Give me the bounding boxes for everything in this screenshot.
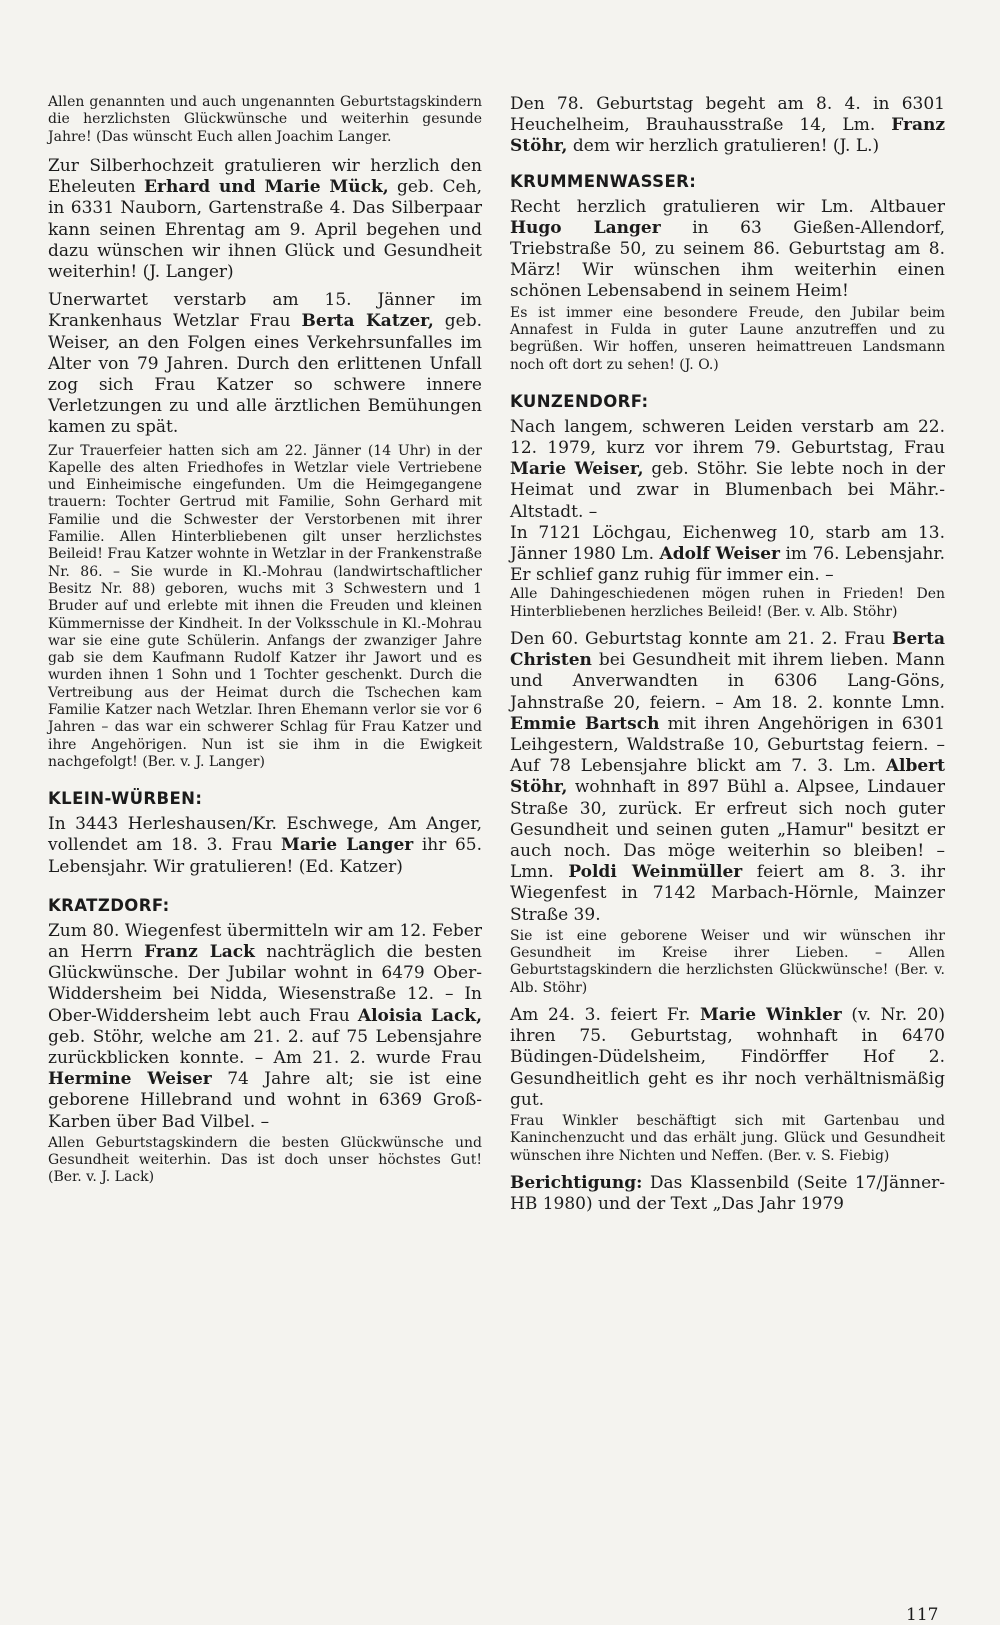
text-span: Unerwartet verstarb am 15. Jänner im Krankenhaus Wetzlar Frau [48,290,482,332]
right-column [510,94,945,1215]
text-span: bei Gesundheit mit ihrem lieben. Mann und Anverwandten in 6306 Lang-Göns, Jahnstraße 20, feiern. – Am 18. 2. konnte Lmn. [510,650,945,713]
weiser-wishes-paragraph: Sie ist eine geborene Weiser und wir wünschen ihr Gesundheit im Kreise ihrer Lieben. – Allen Geburtstagskindern die herzlichsten Glückwünsche! (Ber. v. Alb. Stöhr) [510,927,945,996]
text-span: In 3443 Herleshausen/Kr. Eschwege, Am Anger, vollendet am 18. 3. Frau [48,814,482,856]
birthday-hugo-langer-paragraph [510,197,945,303]
text-span: Zum 80. Wiegenfest übermitteln wir am 12. Feber an Herrn [48,920,482,962]
person-name: Hugo Langer [510,217,661,238]
text-span: Den 78. Geburtstag begeht am 8. 4. in 6301 Heuchelheim, Brauhausstraße 14, Lm. [510,94,945,136]
silver-wedding-paragraph [48,156,482,283]
person-name: Berta Christen [510,629,945,671]
person-name: Franz Lack [144,941,255,962]
text-span: geb. Ceh, in 6331 Nauborn, Gartenstraße 4. Das Silberpaar kann seinen Ehrentag am 9. April begehen und dazu wünschen wir ihnen Glück und Gesundheit weiterhin! (J. Langer) [48,177,482,282]
text-span: 74 Jahre alt; sie ist eine geborene Hillebrand und wohnt in 6369 Groß-Karben über Bad Vilbel. – [48,1069,482,1132]
left-column [48,94,482,1187]
condolences-paragraph: Alle Dahingeschiedenen mögen ruhen in Frieden! Den Hinterbliebenen herzliches Beileid! (Ber. v. Alb. Stöhr) [510,586,945,620]
person-name: Hermine Weiser [48,1069,212,1090]
birthday-langer-paragraph [48,814,482,878]
person-name: Albert Stöhr, [510,756,945,798]
person-name: Marie Winkler [699,1005,842,1026]
text-span: Recht herzlich gratulieren wir Lm. Altbauer [510,196,945,217]
text-span: mit ihren Angehörigen in 6301 Leihgestern, Waldstraße 10, Geburtstag feiern. – Auf 78 Lebensjahre blickt am 7. 3. Lm. [510,713,945,777]
text-span: geb. Weiser, an den Folgen eines Verkehrsunfalles im Alter von 79 Jahren. Durch den erlittenen Unfall zog sich Frau Katzer so schwere innere Verletzungen zu und alle ärztlichen Bemühungen kamen zu spät. [48,311,482,438]
correction-label: Berichtigung: [510,1172,643,1193]
person-name: Erhard und Marie Mück, [144,177,389,198]
winkler-hobbies-paragraph: Frau Winkler beschäftigt sich mit Gartenbau und Kaninchenzucht und das erhält jung. Glück und Gesundheit wünschen ihre Nichten und Neffen. (Ber. v. S. Fiebig) [510,1113,945,1164]
text-span: Das Klassenbild (Seite 17/Jänner-HB 1980) und der Text „Das Jahr 1979 [510,1172,945,1215]
kratzdorf-wishes-paragraph: Allen Geburtstagskindern die besten Glückwünsche und Gesundheit weiterhin. Das ist doch unser höchstes Gut! (Ber. v. J. Lack) [48,1134,482,1186]
text-span: Nach langem, schweren Leiden verstarb am 22. 12. 1979, kurz vor ihrem 79. Geburtstag, Frau [510,416,945,459]
obituary-adolf-weiser-paragraph [510,523,945,587]
birthday-winkler-paragraph [510,1005,945,1111]
text-span: Den 60. Geburtstag konnte am 21. 2. Frau [510,629,892,650]
text-span: geb. Stöhr. Sie lebte noch in der Heimat und zwar in Blumenbach bei Mähr.-Altstadt. – [510,459,945,522]
greeting-paragraph: Allen genannten und auch ungenannten Geburtstagskindern die herzlichsten Glückwünsche und weiterhin gesunde Jahre! (Das wünscht Euch allen Joachim Langer. [48,94,482,145]
text-span: (v. Nr. 20) ihren 75. Geburtstag, wohnhaft in 6470 Büdingen-Düdelsheim, Findörffer Hof 2. Gesundheitlich geht es ihr noch verhältnismäßig gut. [510,1005,946,1110]
person-name: Aloisia Lack, [357,1005,482,1026]
text-span: Am 24. 3. feiert Fr. [510,1005,700,1026]
page-number: 117 [906,1605,939,1625]
text-span: geb. Stöhr, welche am 21. 2. auf 75 Lebensjahre zurückblicken konnte. – Am 21. 2. wurde Frau [48,1026,482,1068]
obituary-weiser-paragraph [510,417,945,523]
annafest-paragraph: Es ist immer eine besondere Freude, den Jubilar beim Annafest in Fulda in guter Laune anzutreffen und zu begrüßen. Wir hoffen, unseren heimattreuen Landsmann noch oft dort zu sehen! (J. O.) [510,304,945,373]
person-name: Adolf Weiser [659,544,781,565]
person-name: Marie Weiser, [510,459,644,480]
birthdays-kunzendorf-paragraph [510,629,945,926]
correction-paragraph [510,1173,945,1215]
person-name: Poldi Weinmüller [568,862,743,883]
text-span: feiert am 8. 3. ihr Wiegenfest in 7142 Marbach-Hörnle, Mainzer Straße 39. [510,862,945,925]
section-heading-klein-wuerben: KLEIN-WÜRBEN: [48,789,203,809]
birthday-stoehr-paragraph [510,94,945,158]
section-heading-krummenwasser: KRUMMENWASSER: [510,171,697,191]
person-name: Franz Stöhr, [510,115,945,157]
text-span: ihr 65. Lebensjahr. Wir gratulieren! (Ed. Katzer) [48,835,482,877]
obituary-katzer-paragraph [48,290,482,438]
text-span: dem wir herzlich gratulieren! (J. L.) [567,136,880,157]
section-heading-kunzendorf: KUNZENDORF: [510,391,649,411]
text-span: im 76. Lebensjahr. Er schlief ganz ruhig für immer ein. – [510,544,945,586]
text-span: wohnhaft in 897 Bühl a. Alpsee, Lindauer Straße 30, zurück. Er erfreut sich noch guter Gesundheit und seinen guten „Hamur" besitzt er auch noch. Das möge weiterhin so bleiben! – Lmn. [510,777,945,883]
text-span: nachträglich die besten Glückwünsche. Der Jubilar wohnt in 6479 Ober-Widdersheim bei Nidda, Wiesenstraße 12. – In Ober-Widdersheim lebt auch Frau [48,941,482,1026]
text-span: In 7121 Löchgau, Eichenweg 10, starb am 13. Jänner 1980 Lm. [510,522,945,565]
text-span: Zur Silberhochzeit gratulieren wir herzlich den Eheleuten [48,155,482,198]
section-heading-kratzdorf: KRATZDORF: [48,895,170,915]
person-name: Emmie Bartsch [510,713,660,734]
funeral-report-paragraph: Zur Trauerfeier hatten sich am 22. Jänner (14 Uhr) in der Kapelle des alten Friedhofes in Wetzlar viele Vertriebene und Einheimische eingefunden. Um die Heimgegangene trauern: Tochter Gertrud mit Familie, Sohn Gerhard mit Familie und die Schwester der Verstorbenen mit ihrer Familie. Allen Hinterbliebenen gilt unser herzlichstes Beileid! Frau Katzer wohnte in Wetzlar in der Frankenstraße Nr. 86. – Sie wurde in Kl.-Mohrau (landwirtschaftlicher Besitz Nr. 88) geboren, wuchs mit 3 Schwestern und 1 Bruder auf und erlebte mit ihnen die Freuden und kleinen Kümmernisse der Kindheit. In der Volksschule in Kl.-Mohrau war sie eine gute Schülerin. Anfangs der zwanziger Jahre gab sie dem Kaufmann Rudolf Katzer ihr Jawort und es wurden ihnen 1 Sohn und 1 Tochter geschenkt. Durch die Vertreibung aus der Heimat durch die Tschechen kam Familie Katzer nach Wetzlar. Ihren Ehemann verlor sie vor 6 Jahren – das war ein schwerer Schlag für Frau Katzer und ihre Angehörigen. Nun ist sie ihm in die Ewigkeit nachgefolgt! (Ber. v. J. Langer) [48,442,482,770]
text-span: in 63 Gießen-Allendorf, Triebstraße 50, zu seinem 86. Geburtstag am 8. März! Wir wünschen ihm weiterhin einen schönen Lebensabend in seinem Heim! [510,217,945,302]
birthday-lack-paragraph [48,921,482,1133]
person-name: Marie Langer [281,835,414,856]
person-name: Berta Katzer, [301,311,434,332]
